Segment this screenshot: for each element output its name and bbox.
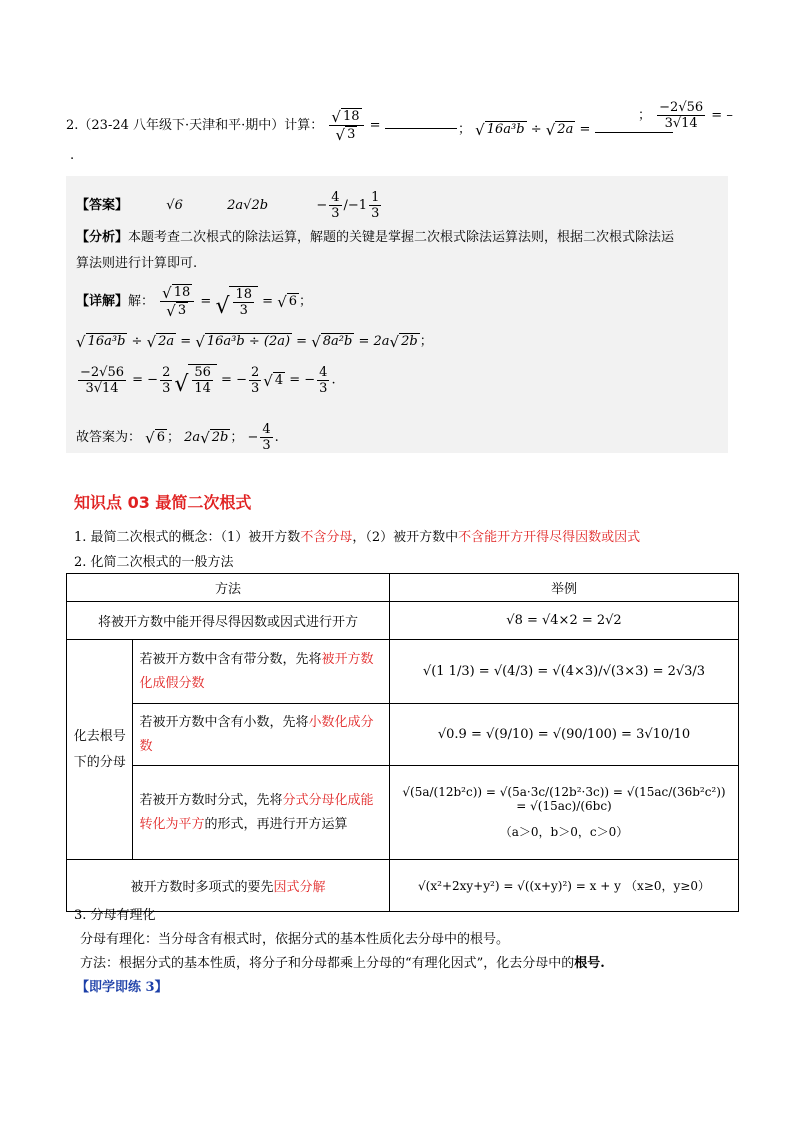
section-item-1: [74, 526, 640, 545]
row5-ex: √(x²+2xy+y²) = √((x+y)²) = x + y: [418, 879, 621, 893]
answer-3-mid: /−1: [343, 198, 368, 213]
row1-example: √8 = √4×2 = 2√2: [390, 602, 739, 640]
detail-step-3: $\frac{-2√56}{3√14}$ = − $\frac{2}{3}$ √ $\frac{56}{14}$ = − $\frac{2}{3}$ √ 4 = − $\frac{4}{3}$ .: [80, 364, 336, 397]
expr2-b: 2a: [557, 122, 574, 137]
row4-cond: （a＞0，b＞0，c＞0）: [499, 825, 629, 839]
separator: ；: [458, 122, 472, 137]
item1-red1: 不含分母: [300, 530, 353, 545]
practice-label: 【即学即练 3】: [76, 980, 168, 995]
answer-3-den2: 3: [371, 206, 380, 221]
table-row: [67, 704, 739, 766]
step2-d: 8a²b: [322, 334, 353, 349]
detail-final: 故答案为： √ 6 ； 2a √ 2b ； − $\frac{4}{3}$ .: [76, 422, 279, 453]
final-b: 2a: [184, 430, 201, 445]
final-prefix: 故答案为：: [76, 430, 142, 445]
step2-f: 2b: [401, 334, 418, 349]
step3-f-den: 3: [319, 380, 328, 396]
step2-c: 16a³b ÷ (2a): [206, 334, 291, 349]
period: .: [70, 148, 75, 163]
header-method: 方法: [67, 574, 390, 602]
answer-blank-2[interactable]: [595, 132, 673, 133]
step2-b: 2a: [158, 334, 175, 349]
group-label: 化去根号下的分母: [67, 640, 133, 860]
item1-pre: 1. 最简二次根式的概念：（1）被开方数: [74, 530, 301, 545]
step3-b-num: 2: [162, 364, 171, 380]
item1-mid: ，（2）被开方数中: [352, 530, 459, 545]
row4-post: 的形式，再进行开方运算: [204, 816, 348, 832]
detail-step-2: √ 16a³b ÷ √ 2a = √ 16a³b ÷ (2a) = √ 8a²b = 2a √ 2b ；: [76, 333, 433, 351]
expr3-den: 3√14: [664, 116, 698, 131]
row4-red: 分式分母化成能转化为平方: [139, 792, 374, 832]
equals-sign: =: [579, 122, 591, 137]
section-item-2: 2. 化简二次根式的一般方法: [74, 555, 234, 570]
row2-example: √(1 1/3) = √(4/3) = √(4×3)/√(3×3) = 2√3/3: [390, 640, 739, 704]
answer-3-num2: 1: [371, 190, 380, 205]
detail-step-1: 【详解】解： √ 18 √ 3 = √ $\frac{18}{3}$ = √ 6 ；: [76, 284, 313, 320]
analysis-line-1: [76, 226, 674, 245]
step1-a: 18: [173, 285, 191, 300]
row2-red: 被开方数化成假分数: [139, 651, 374, 691]
dot: .: [331, 372, 336, 388]
step3-b-den: 3: [162, 380, 171, 396]
step3-num: −2√56: [80, 364, 124, 380]
answer-3-num: 4: [331, 190, 340, 205]
answer-2: 2a√2b: [227, 198, 269, 213]
step3-d-den: 3: [250, 380, 260, 396]
final-d-den: 3: [262, 438, 271, 453]
methods-table: [66, 573, 739, 912]
step1-b: 3: [177, 303, 187, 318]
row3-pre: 若被开方数中含有小数，先将: [139, 714, 309, 730]
final-a: 6: [156, 430, 165, 445]
row3-method: [133, 704, 390, 766]
step3-den: 3√14: [85, 380, 119, 396]
row3-red: 小数化成分数: [139, 714, 374, 754]
separator: ；: [638, 108, 652, 123]
step1-c: 18: [235, 286, 253, 302]
answer-blank-3[interactable]: –: [726, 108, 733, 123]
equals-sign: =: [369, 118, 381, 133]
semicolon: ；: [419, 334, 433, 349]
step2-e: 2a: [373, 334, 390, 349]
problem-expr1: √ 18 √ 3: [329, 108, 363, 143]
expr1-num: 18: [342, 109, 360, 124]
equals-sign: =: [711, 108, 723, 123]
step3-c-num: 56: [194, 365, 211, 380]
rationalize-line-1: 分母有理化：当分母含有根式时，依据分式的基本性质化去分母中的根号。: [80, 932, 510, 947]
expr3-num: −2√56: [659, 100, 704, 115]
answer-label: 【答案】: [76, 198, 129, 213]
step1-d: 3: [239, 302, 248, 318]
row4-ex: √(5a/(12b²c)) = √(5a·3c/(12b²·3c)) = √(15ac/(36b²c²)) = √(15ac)/(6bc): [402, 785, 726, 813]
problem-statement: [66, 108, 457, 143]
divide-sign: ÷: [530, 122, 542, 137]
row1-method: 将被开方数中能开得尽得因数或因式进行开方: [67, 602, 390, 640]
expr2-a: 16a³b: [486, 122, 525, 137]
semicolon: ；: [167, 430, 181, 445]
detail-prefix: 解：: [128, 294, 155, 309]
row2-pre: 若被开方数中含有带分数，先将: [139, 651, 322, 667]
table-row: [67, 640, 739, 704]
answer-1: √6: [166, 198, 183, 213]
row5-example: [390, 860, 739, 912]
row4-method: [133, 766, 390, 860]
rationalize-line2-pre: 方法：根据分式的基本性质，将分子和分母都乘上分母的“有理化因式”，化去分母中的: [80, 956, 575, 971]
analysis-label: 【分析】: [76, 230, 129, 245]
rationalize-line-2: [80, 952, 605, 971]
answer-line: [76, 190, 383, 221]
step2-a: 16a³b: [87, 334, 126, 349]
step3-c-den: 14: [194, 381, 211, 396]
header-example: 举例: [390, 574, 739, 602]
problem-expr3: [638, 100, 733, 131]
problem-expr2: ； √ 16a³b ÷ √ 2a =: [458, 118, 673, 138]
answer-3-den: 3: [331, 206, 340, 221]
semicolon: ；: [230, 430, 244, 445]
row4-pre: 若被开方数时分式，先将: [139, 792, 283, 808]
analysis-text-1: 本题考查二次根式的除法运算，解题的关键是掌握二次根式除法运算法则，根据二次根式除法运: [128, 230, 675, 245]
row4-example: [390, 766, 739, 860]
analysis-line-2: 算法则进行计算即可.: [76, 256, 198, 271]
row5-red: 因式分解: [273, 880, 326, 895]
problem-source: 2.（23-24 八年级下·天津和平·期中）计算：: [66, 118, 324, 133]
table-row: [67, 602, 739, 640]
minus-sign: −: [316, 198, 328, 213]
section-title: 知识点 03 最简二次根式: [74, 493, 252, 512]
step3-e: 4: [274, 372, 284, 388]
step3-d-num: 2: [250, 364, 260, 380]
step3-f-num: 4: [319, 364, 328, 380]
rationalize-line2-bold: 根号.: [574, 956, 605, 971]
detail-label: 【详解】: [76, 294, 129, 309]
rationalize-title: 3. 分母有理化: [74, 908, 156, 923]
item1-red2: 不含能开方开得尽得因数或因式: [458, 530, 641, 545]
expr1-den: 3: [347, 127, 356, 142]
final-d-num: 4: [262, 422, 271, 437]
row5-pre: 被开方数时多项式的要先: [130, 880, 274, 895]
row3-example: √0.9 = √(9/10) = √(90/100) = 3√10/10: [390, 704, 739, 766]
row5-cond: （x≥0，y≥0）: [625, 879, 710, 893]
row2-method: [133, 640, 390, 704]
table-header-row: [67, 574, 739, 602]
semicolon: ；: [299, 294, 313, 309]
table-row: [67, 766, 739, 860]
answer-blank-1[interactable]: [385, 128, 457, 129]
dot: .: [274, 430, 279, 445]
step1-e: 6: [288, 294, 298, 309]
final-c: 2b: [211, 430, 229, 445]
table-row: [67, 860, 739, 912]
